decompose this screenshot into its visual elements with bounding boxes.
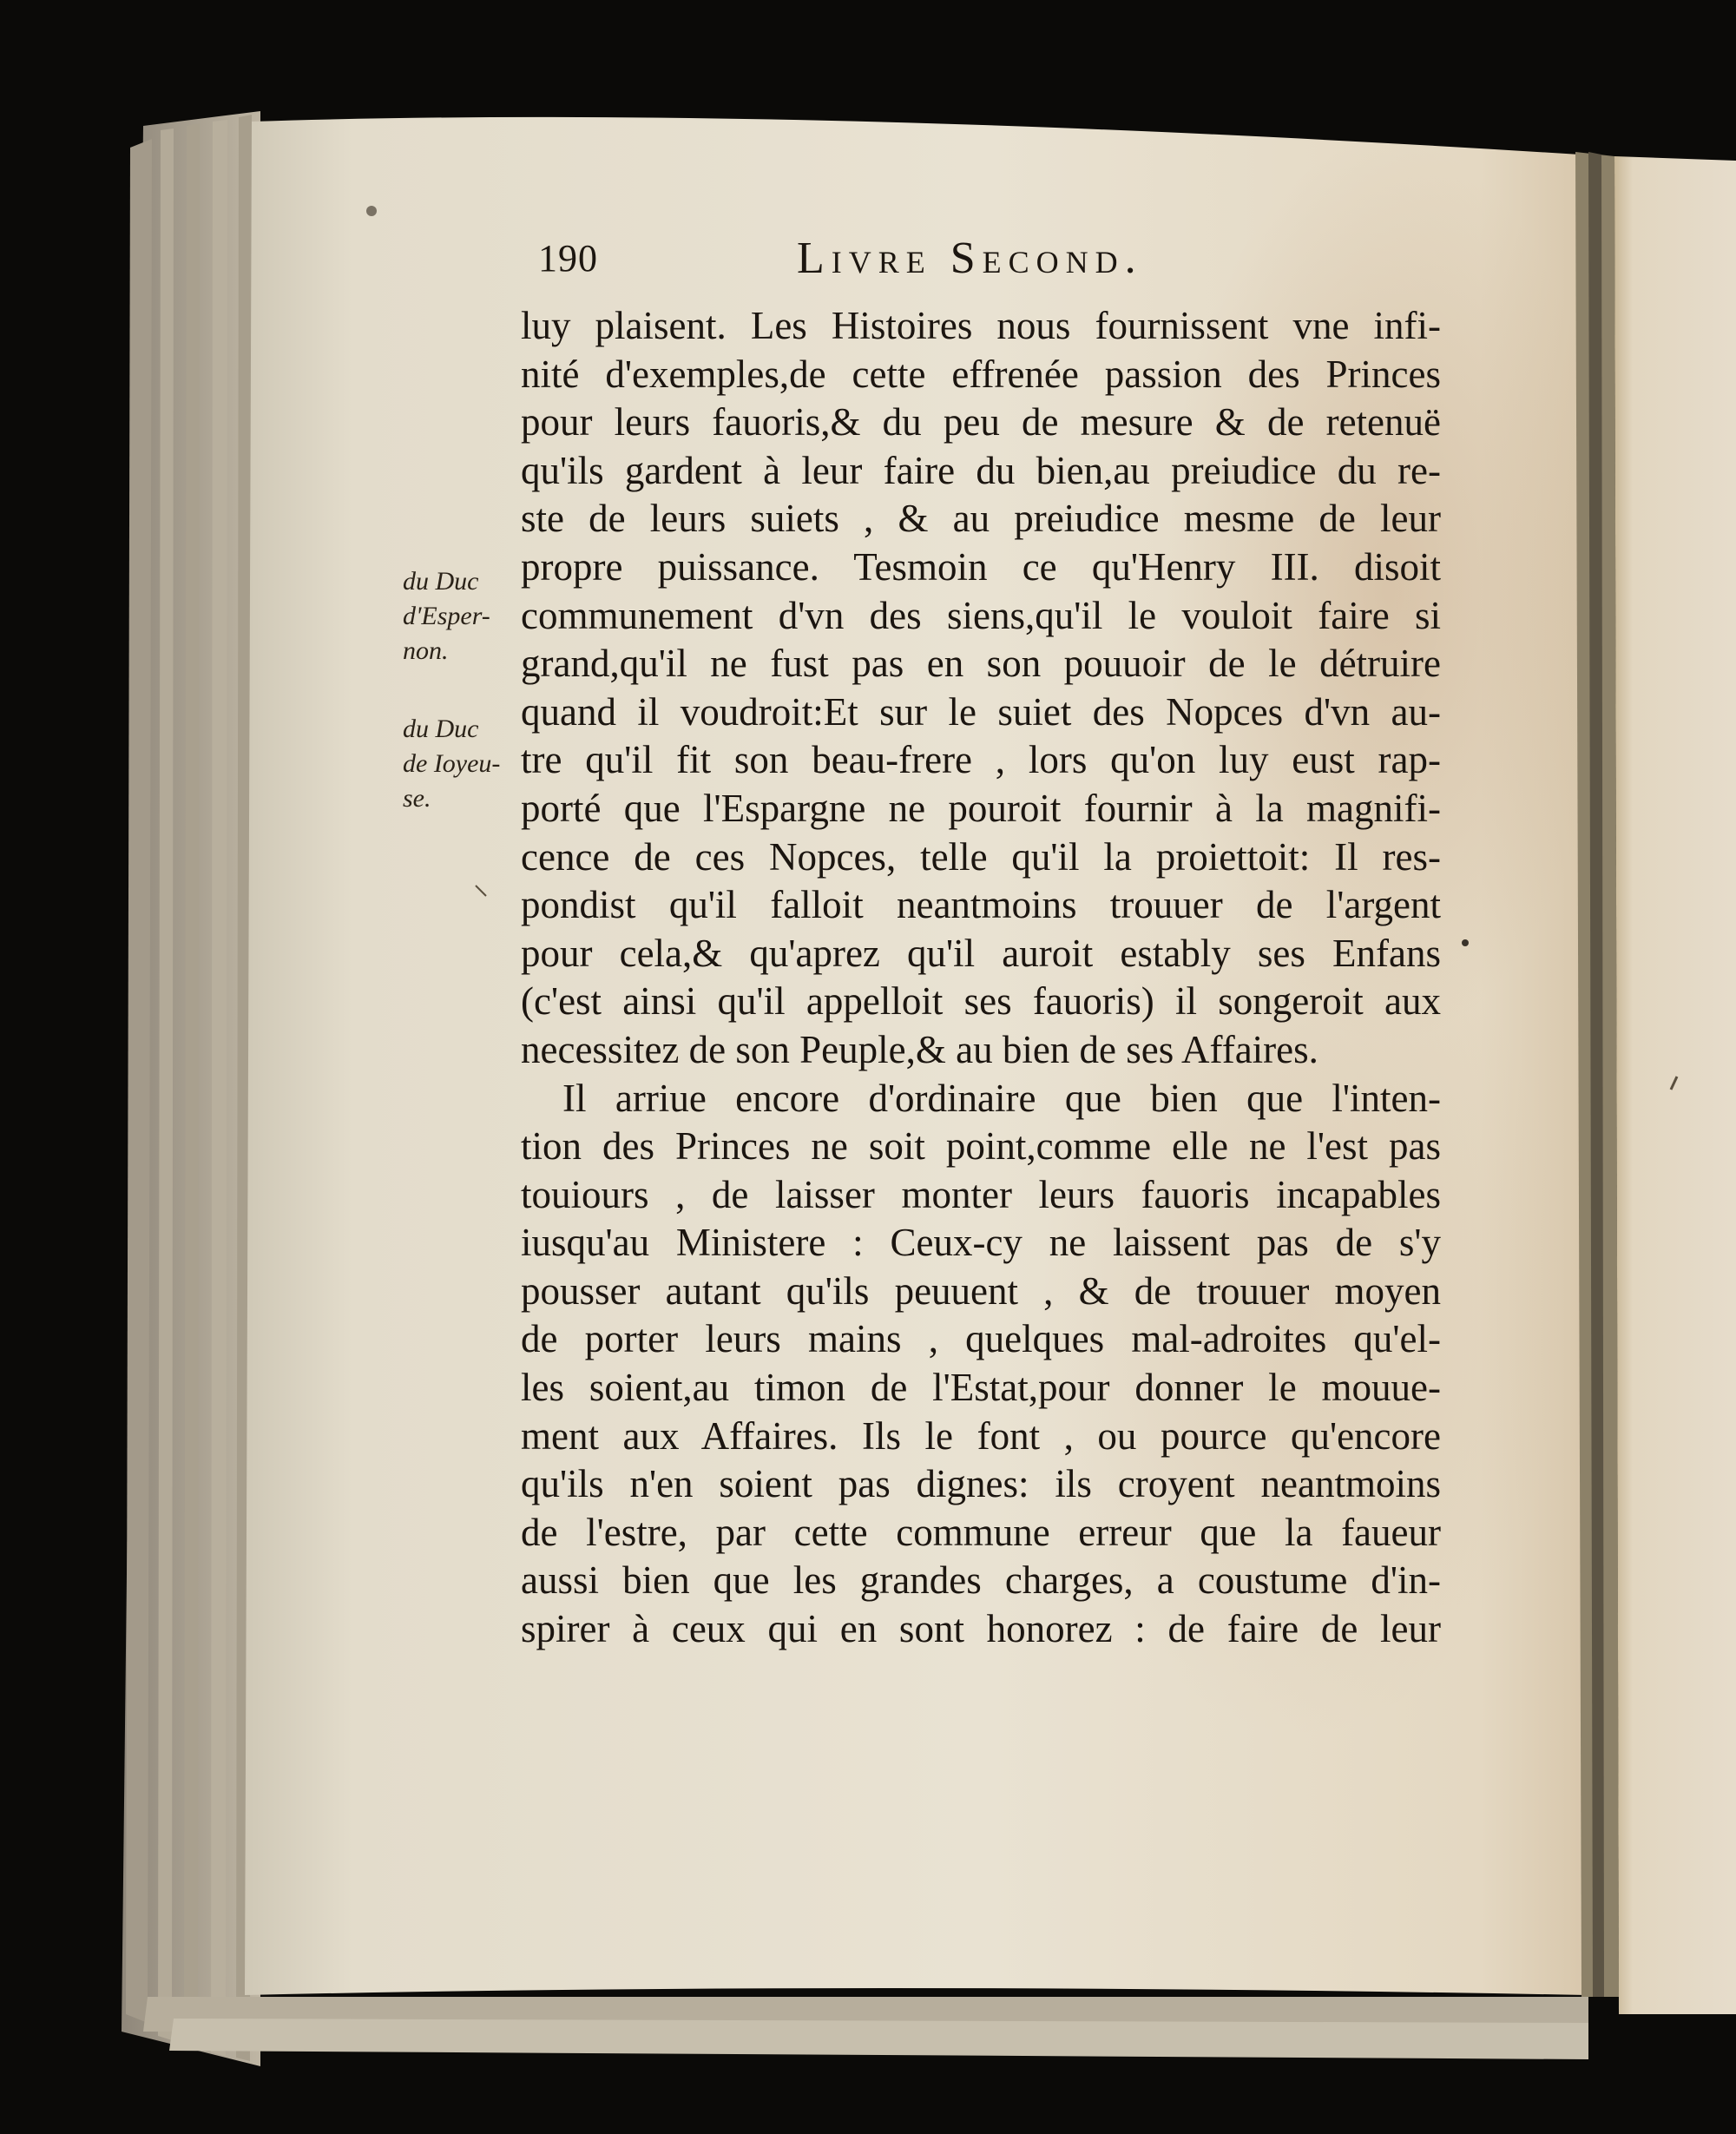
text-line: luy plaisent. Les Histoires nous fournissent vne infi- xyxy=(521,304,1441,347)
text-line: de l'estre, par cette commune erreur que la faueur xyxy=(521,1510,1441,1554)
text-line: propre puissance. Tesmoin ce qu'Henry III. disoit xyxy=(521,544,1441,589)
margin-note-line: d'Esper- xyxy=(403,602,490,630)
text-line: porté que l'Espargne ne pouroit fournir à la magnifi- xyxy=(521,786,1441,830)
text-line: grand,qu'il ne fust pas en son pouuoir de le détruire xyxy=(521,642,1441,686)
text-line: ste de leurs suiets , & au preiudice mesme de leur xyxy=(521,497,1441,541)
text-line: iusqu'au Ministere : Ceux-cy ne laissent pas de s'y xyxy=(521,1221,1441,1265)
text-line: pour cela,& qu'aprez qu'il auroit estably ses Enfans xyxy=(521,931,1441,975)
text-line: Il arriue encore d'ordinaire que bien que l'inten- xyxy=(562,1076,1441,1120)
page-speck xyxy=(1462,939,1469,946)
text-line: tion des Princes ne soit point,comme elle ne l'est pas xyxy=(521,1124,1441,1169)
running-title: Livre Second. xyxy=(797,234,1143,283)
text-line: (c'est ainsi qu'il appelloit ses fauoris) il songeroit aux xyxy=(521,979,1441,1024)
margin-note-line: de Ioyeu- xyxy=(403,749,501,778)
page-number: 190 xyxy=(538,237,598,280)
page-speck xyxy=(366,206,377,216)
text-line: communement d'vn des siens,qu'il le vouloit faire si xyxy=(521,593,1441,637)
margin-note-line: se. xyxy=(403,784,431,813)
text-line: aussi bien que les grandes charges, a coustume d'in- xyxy=(521,1558,1441,1603)
text-line: qu'ils n'en soient pas dignes: ils croyent neantmoins xyxy=(521,1462,1441,1506)
text-line: spirer à ceux qui en sont honorez : de faire de leur xyxy=(521,1607,1441,1651)
text-line: necessitez de son Peuple,& au bien de ses Affaires. xyxy=(521,1027,1318,1071)
text-line: cence de ces Nopces, telle qu'il la proiettoit: Il res- xyxy=(521,834,1441,879)
text-line: pour leurs fauoris,& du peu de mesure & de retenuë xyxy=(521,400,1441,445)
margin-note-line: du Duc xyxy=(403,567,479,596)
text-line: les soient,au timon de l'Estat,pour donner le mouue- xyxy=(521,1366,1441,1410)
text-line: de porter leurs mains , quelques mal-adroites qu'el- xyxy=(521,1317,1441,1361)
text-line: pousser autant qu'ils peuuent , & de trouuer moyen xyxy=(521,1268,1441,1313)
margin-note-line: du Duc xyxy=(403,715,479,743)
text-line: touiours , de laisser monter leurs fauoris incapables xyxy=(521,1172,1441,1216)
right-page xyxy=(1614,156,1736,2014)
text-line: qu'ils gardent à leur faire du bien,au preiudice du re- xyxy=(521,448,1441,492)
text-line: nité d'exemples,de cette effrenée passion des Princes xyxy=(521,352,1441,396)
text-line: tre qu'il fit son beau-frere , lors qu'on luy eust rap- xyxy=(521,738,1441,782)
margin-note-line: non. xyxy=(403,636,449,665)
text-line: pondist qu'il falloit neantmoins trouuer de l'argent xyxy=(521,883,1441,927)
foxing-stain xyxy=(1042,868,1562,1736)
text-line: quand il voudroit:Et sur le suiet des Nopces d'vn au- xyxy=(521,689,1441,734)
text-line: ment aux Affaires. Ils le font , ou pource qu'encore xyxy=(521,1413,1441,1458)
